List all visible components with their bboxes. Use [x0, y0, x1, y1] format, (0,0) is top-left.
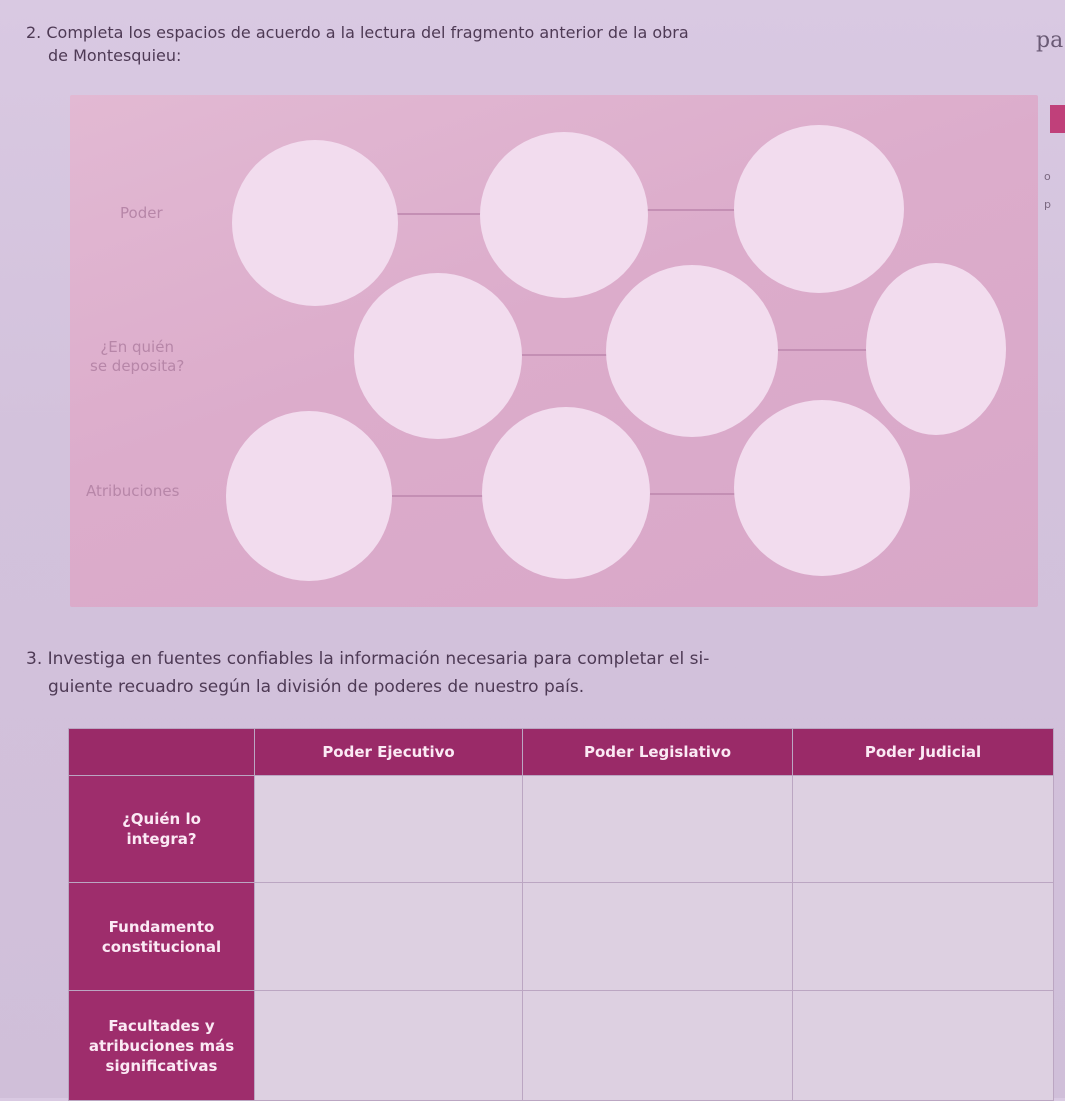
answer-cell[interactable]	[523, 883, 793, 991]
table-corner	[69, 729, 255, 776]
question-2-text-cont: de Montesquieu:	[48, 46, 182, 65]
answer-circle[interactable]	[232, 140, 398, 306]
answer-circle[interactable]	[734, 400, 910, 576]
powers-diagram	[70, 95, 1038, 607]
row-label-deposita: ¿En quién se deposita?	[90, 338, 185, 375]
answer-cell[interactable]	[793, 991, 1054, 1101]
connector-line	[386, 495, 484, 497]
answer-circle[interactable]	[866, 263, 1006, 435]
row-header-integra: ¿Quién lo integra?	[69, 776, 255, 883]
margin-tab	[1050, 105, 1065, 133]
answer-circle[interactable]	[354, 273, 522, 439]
connector-line	[646, 209, 738, 211]
margin-mark: p	[1044, 198, 1051, 211]
table-row	[69, 776, 1054, 883]
connector-line	[774, 349, 870, 351]
answer-circle[interactable]	[226, 411, 392, 581]
table-row	[69, 883, 1054, 991]
answer-circle[interactable]	[482, 407, 650, 579]
header-poder-legislativo: Poder Legislativo	[523, 729, 793, 776]
row-label-poder: Poder	[120, 204, 163, 222]
connector-line	[646, 493, 738, 495]
answer-cell[interactable]	[523, 776, 793, 883]
row-header-fundamento: Fundamento constitucional	[69, 883, 255, 991]
margin-note: pa	[1036, 28, 1064, 53]
answer-cell[interactable]	[255, 991, 523, 1101]
question-2-text: 2. Completa los espacios de acuerdo a la lectura del fragmento anterior de la obra	[26, 23, 689, 42]
connector-line	[516, 354, 610, 356]
answer-circle[interactable]	[480, 132, 648, 298]
question-3-text-cont: guiente recuadro según la división de poderes de nuestro país.	[48, 677, 585, 697]
answer-circle[interactable]	[734, 125, 904, 293]
answer-circle[interactable]	[606, 265, 778, 437]
header-poder-judicial: Poder Judicial	[793, 729, 1054, 776]
answer-cell[interactable]	[793, 883, 1054, 991]
margin-mark: o	[1044, 170, 1051, 183]
question-3-text: 3. Investiga en fuentes confiables la información necesaria para completar el si-	[26, 649, 710, 669]
row-header-facultades: Facultades y atribuciones más significativas	[69, 991, 255, 1101]
answer-cell[interactable]	[255, 883, 523, 991]
header-poder-ejecutivo: Poder Ejecutivo	[255, 729, 523, 776]
row-label-atribuciones: Atribuciones	[86, 482, 180, 500]
answer-cell[interactable]	[523, 991, 793, 1101]
connector-line	[392, 213, 484, 215]
answer-cell[interactable]	[255, 776, 523, 883]
table-row	[69, 991, 1054, 1101]
powers-table	[68, 728, 1054, 1101]
answer-cell[interactable]	[793, 776, 1054, 883]
